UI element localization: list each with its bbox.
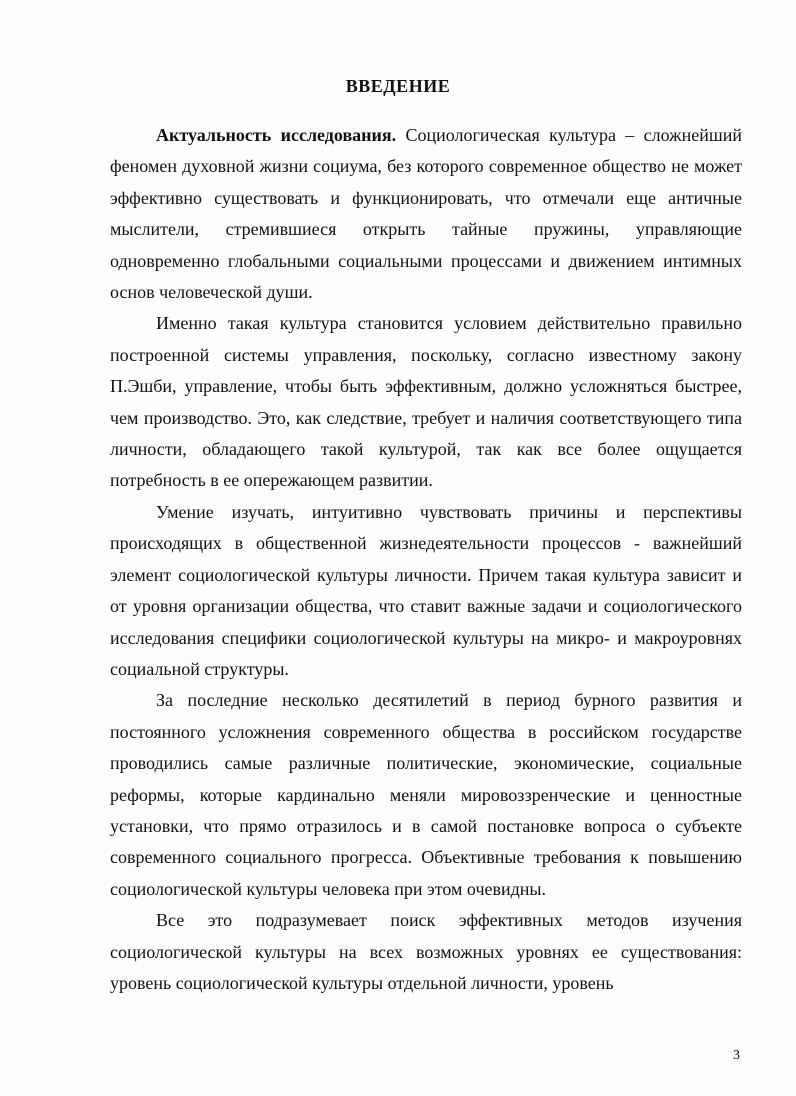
paragraph-text: Социологическая культура – сложнейший феномен духовной жизни социума, без которого современное общество не может эффективно существовать и функционировать, что отмечали еще античные мыслители, стремившиеся открыть тайные пружины, управляющие одновременно глобальными социальными процессами и движением интимных основ человеческой души.	[110, 125, 742, 303]
paragraph-methods: Все это подразумевает поиск эффективных методов изучения социологической культуры на всех возможных уровнях ее существования: уровень социологической культуры отдельной личности, уровень	[110, 910, 742, 993]
paragraph-skills: Умение изучать, интуитивно чувствовать причины и перспективы происходящих в общественной жизнедеятельности процессов - важнейший элемент социологической культуры личности. Причем такая культура зависит и от уровня организации общества, что ставит важные задачи и социологического исследования специфики социологической культуры на микро- и макроуровнях социальной структуры.	[110, 501, 742, 679]
body-text	[110, 120, 742, 999]
paragraph-lead: Актуальность исследования.	[156, 125, 397, 145]
paragraph-management: Именно такая культура становится условием действительно правильно построенной системы управления, поскольку, согласно известному закону П.Эшби, управление, чтобы быть эффективным, должно усложняться быстрее, чем производство. Это, как следствие, требует и наличия соответствующего типа личности, обладающего такой культурой, так как все более ощущается потребность в ее опережающем развитии.	[110, 313, 742, 491]
page-title: ВВЕДЕНИЕ	[345, 76, 451, 96]
paragraph-reforms: За последние несколько десятилетий в период бурного развития и постоянного усложнения современного общества в российском государстве проводились самые различные политические, экономические, социальные реформы, которые кардинально меняли мировоззренческие и ценностные установки, что прямо отразилось и в самой постановке вопроса о субъекте современного социального прогресса. Объективные требования к повышению социологической культуры человека при этом очевидны.	[110, 690, 742, 899]
page-number: 3	[733, 1048, 740, 1063]
paragraph-relevance	[110, 120, 742, 308]
